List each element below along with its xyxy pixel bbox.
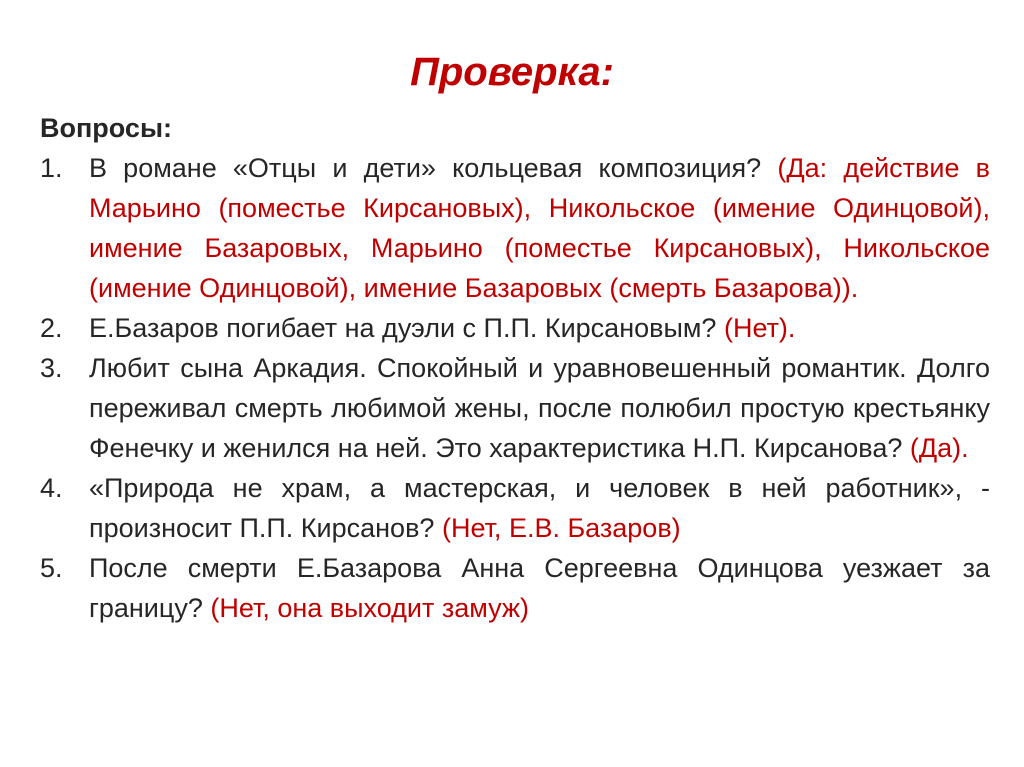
- question-text: Любит сына Аркадия. Спокойный и уравновешенный романтик. Долго переживал смерть любимой жены, после полюбил простую крестьянку Фенечку и женился на ней. Это характеристика Н.П. Кирсанова?: [89, 353, 990, 463]
- question-item: [40, 308, 990, 348]
- question-answer: (Да: действие в Марьино (поместье Кирсановых), Никольское (имение Одинцовой), имение Базаровых, Марьино (поместье Кирсановых), Никольское (имение Одинцовой), имение Базаровых (смерть Базарова)).: [89, 153, 990, 303]
- question-text: «Природа не храм, а мастерская, и человек в ней работник», - произносит П.П. Кирсанов?: [89, 473, 990, 543]
- question-number: 2.: [40, 313, 63, 343]
- questions-heading: Вопросы:: [40, 113, 172, 143]
- question-answer: (Да).: [909, 433, 969, 463]
- slide-content: [40, 108, 990, 628]
- question-item: [40, 468, 990, 548]
- question-number: 4.: [40, 473, 63, 503]
- slide-title: Проверка:: [410, 50, 614, 94]
- question-number: 3.: [40, 353, 63, 383]
- question-item: [40, 148, 990, 308]
- question-item: [40, 348, 990, 468]
- question-item: [40, 548, 990, 628]
- question-answer: (Нет, она выходит замуж): [210, 593, 529, 623]
- question-text: После смерти Е.Базарова Анна Сергеевна Одинцова уезжает за границу?: [89, 553, 990, 623]
- questions-list: [40, 148, 990, 628]
- question-answer: (Нет).: [723, 313, 796, 343]
- question-text: В романе «Отцы и дети» кольцевая композиция?: [89, 153, 778, 183]
- question-number: 1.: [40, 153, 63, 183]
- question-answer: (Нет, Е.В. Базаров): [441, 513, 681, 543]
- question-number: 5.: [40, 553, 63, 583]
- question-text: Е.Базаров погибает на дуэли с П.П. Кирсановым?: [89, 313, 724, 343]
